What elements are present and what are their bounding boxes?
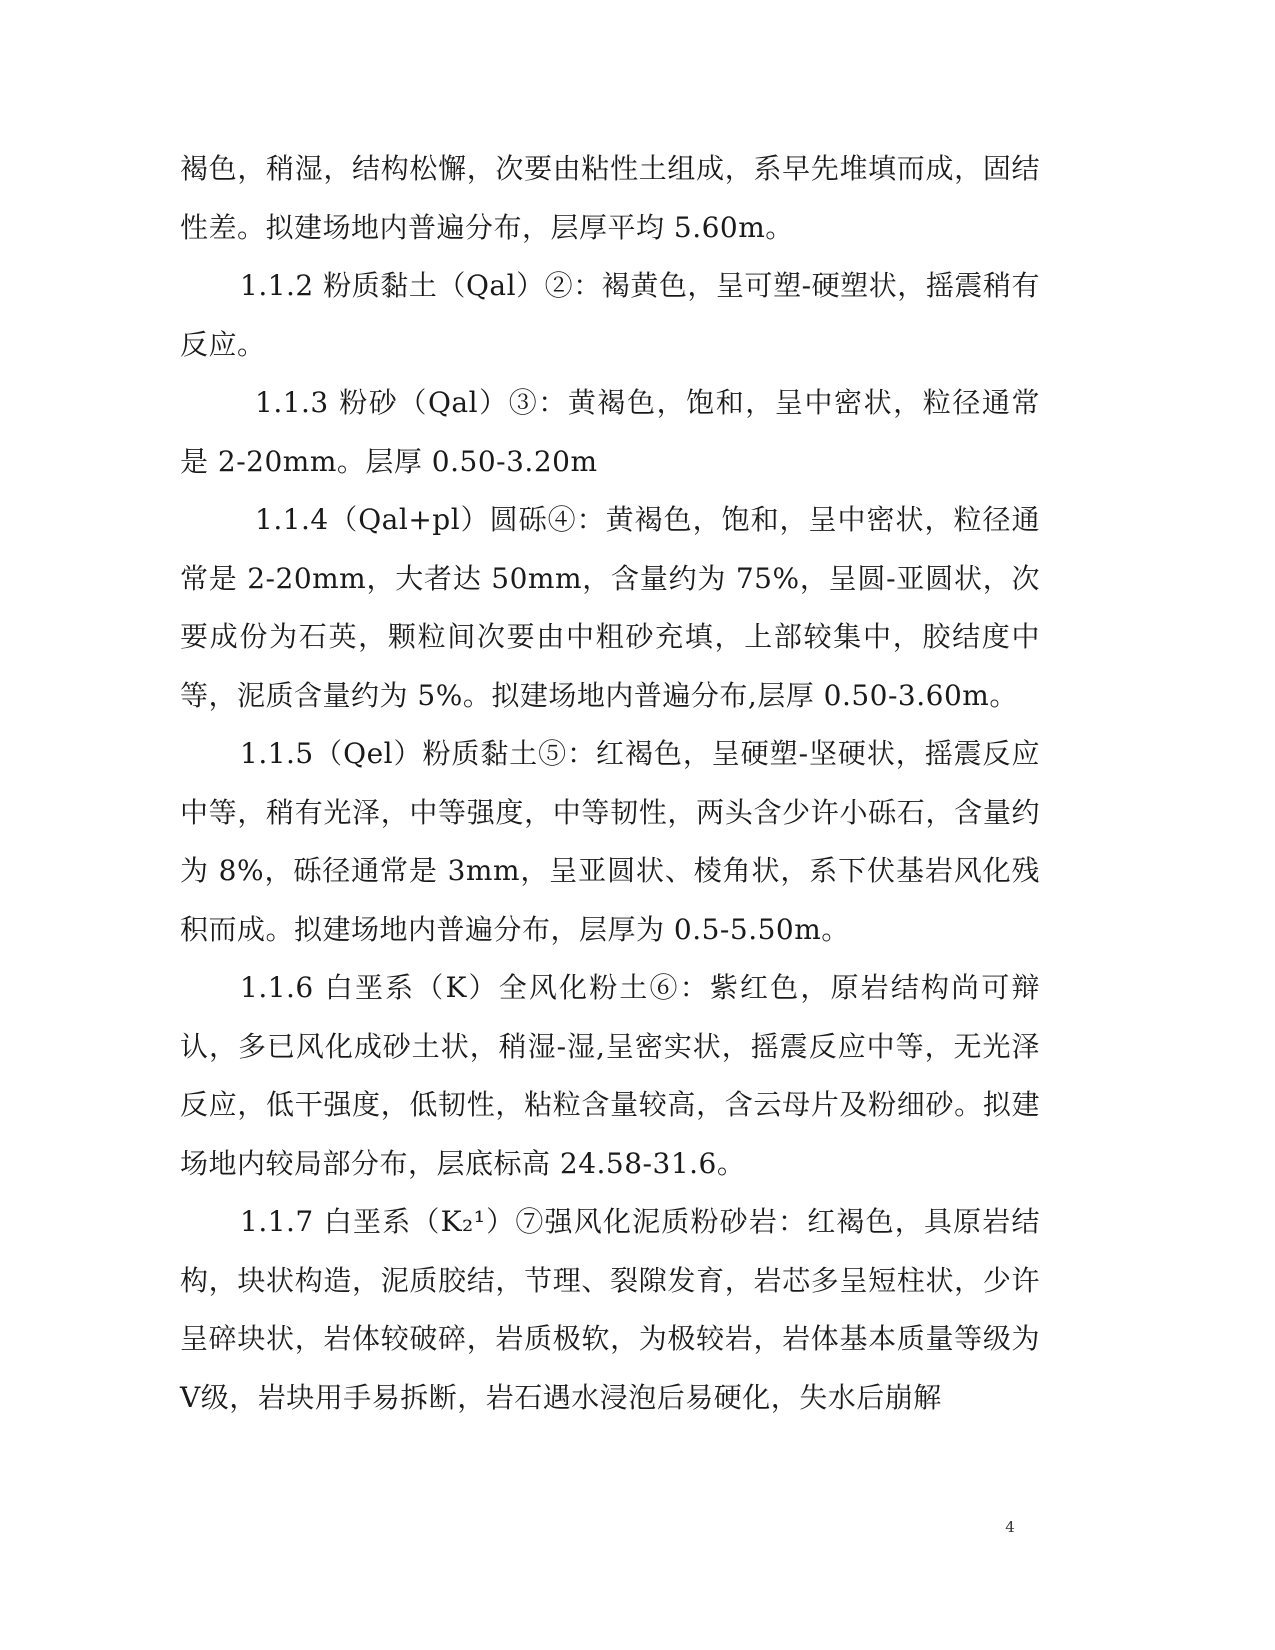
paragraph-1-1-7: 1.1.7 白垩系（K₂¹）⑦强风化泥质粉砂岩：红褐色，具原岩结构，块状构造，泥质胶结，节理、裂隙发育，岩芯多呈短柱状，少许呈碎块状，岩体较破碎，岩质极软，为极较岩，岩体基本质量等级为Ⅴ级，岩块用手易拆断，岩石遇水浸泡后易硬化，失水后崩解 bbox=[180, 1205, 1040, 1414]
paragraph-continuation: 褐色，稍湿，结构松懈，次要由粘性土组成，系早先堆填而成，固结性差。拟建场地内普遍分布，层厚平均 5.60m。 bbox=[180, 152, 1040, 244]
paragraph-1-1-3: 1.1.3 粉砂（Qal）③：黄褐色，饱和，呈中密状，粒径通常是 2-20mm。层厚 0.50-3.20m bbox=[180, 386, 1040, 478]
page-number: 4 bbox=[1005, 1518, 1015, 1536]
paragraph-1-1-5: 1.1.5（Qel）粉质黏土⑤：红褐色，呈硬塑-坚硬状，摇震反应中等，稍有光泽，中等强度，中等韧性，两头含少许小砾石，含量约为 8%，砾径通常是 3mm，呈亚圆状、棱角状，系下伏基岩风化残积而成。拟建场地内普遍分布，层厚为 0.5-5.50m。 bbox=[180, 737, 1040, 946]
body-text bbox=[180, 140, 1040, 1427]
paragraph-1-1-4: 1.1.4（Qal+pl）圆砾④：黄褐色，饱和，呈中密状，粒径通常是 2-20mm，大者达 50mm，含量约为 75%，呈圆-亚圆状，次要成份为石英，颗粒间次要由中粗砂充填，上部较集中，胶结度中等，泥质含量约为 5%。拟建场地内普遍分布,层厚 0.50-3.60m。 bbox=[180, 503, 1040, 712]
paragraph-1-1-6: 1.1.6 白垩系（K）全风化粉土⑥：紫红色，原岩结构尚可辩认，多已风化成砂土状，稍湿-湿,呈密实状，摇震反应中等，无光泽反应，低干强度，低韧性，粘粒含量较高，含云母片及粉细砂。拟建场地内较局部分布，层底标高 24.58-31.6。 bbox=[180, 971, 1040, 1180]
paragraph-1-1-2: 1.1.2 粉质黏土（Qal）②：褐黄色，呈可塑-硬塑状，摇震稍有反应。 bbox=[180, 269, 1040, 361]
